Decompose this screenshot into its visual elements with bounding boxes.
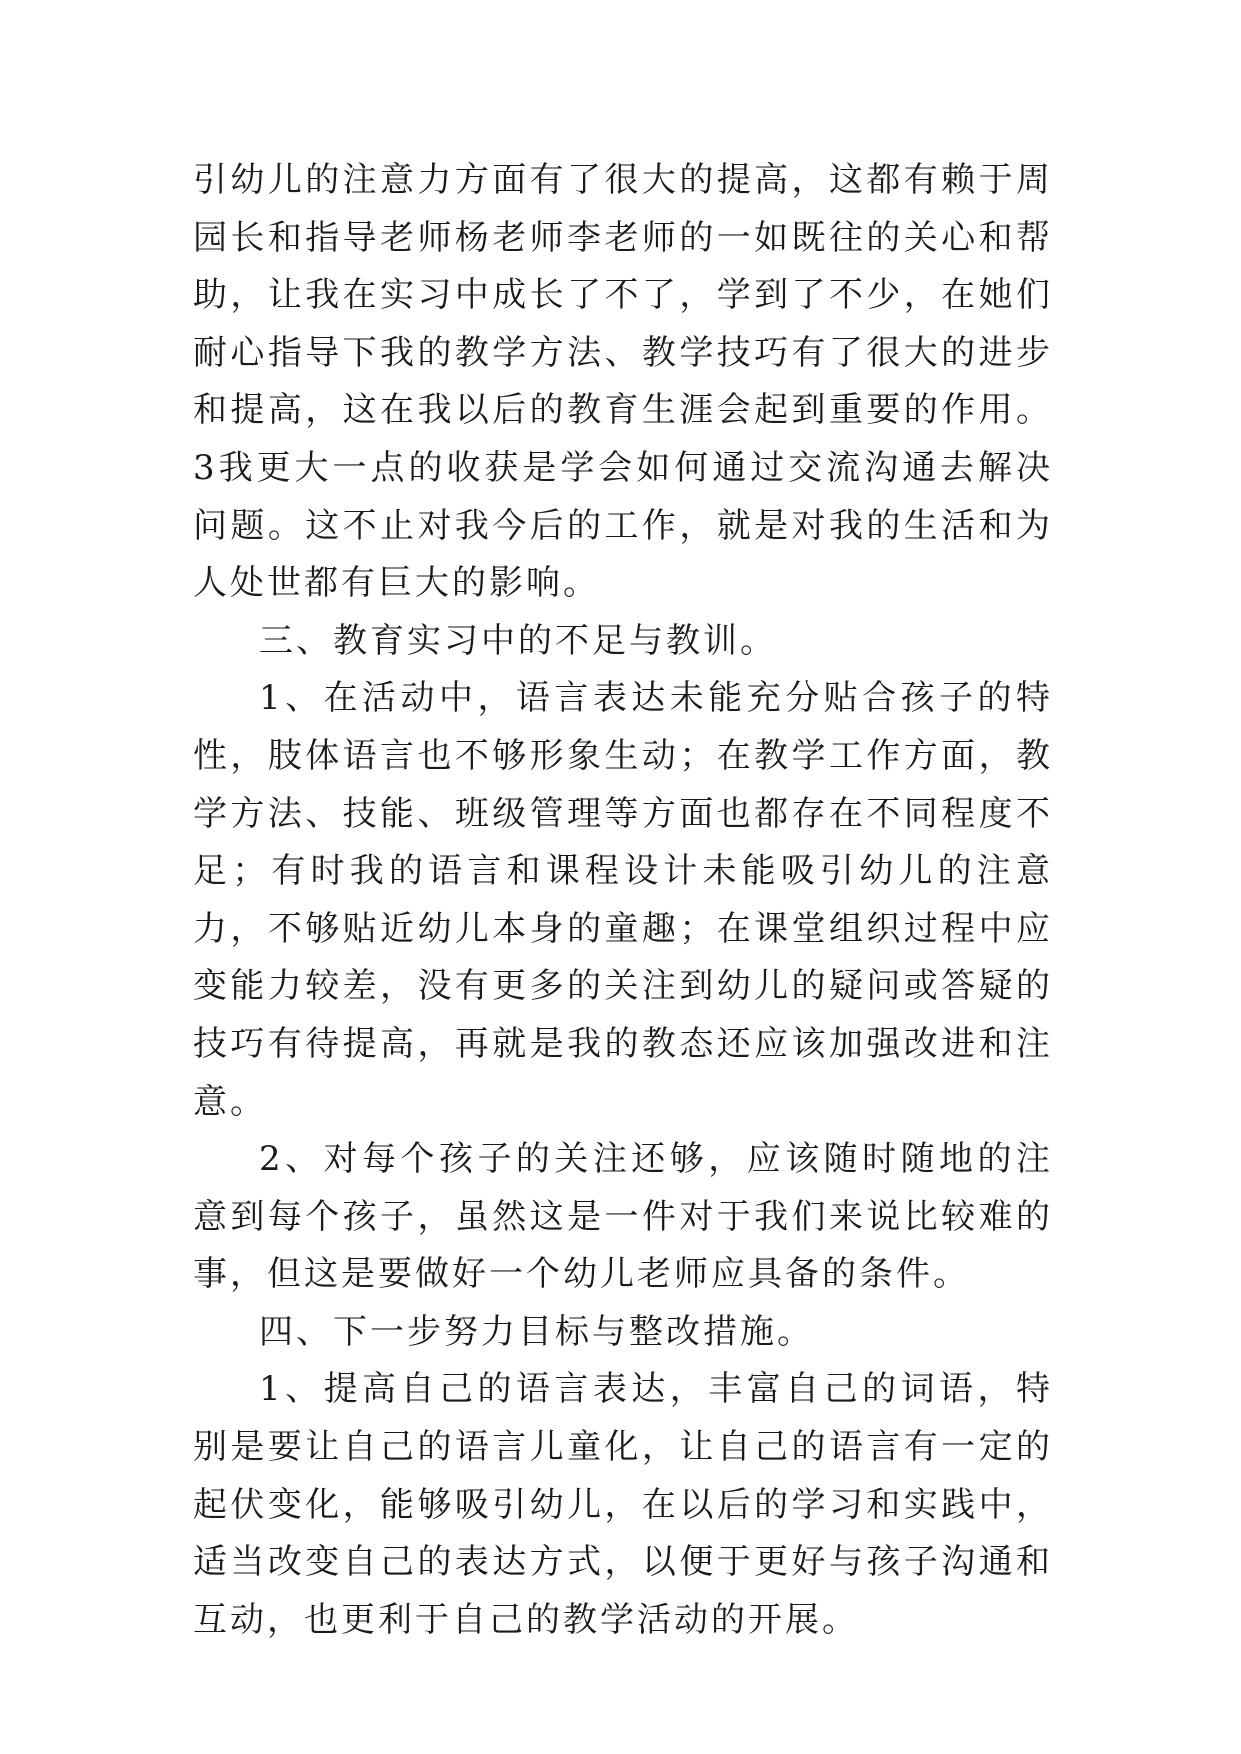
paragraph-shortcoming-1: 1、在活动中，语言表达未能充分贴合孩子的特性，肢体语言也不够形象生动；在教学工作方面，教学方法、技能、班级管理等方面也都存在不同程度不足；有时我的语言和课程设计未能吸引幼儿的注意力，不够贴近幼儿本身的童趣；在课堂组织过程中应变能力较差，没有更多的关注到幼儿的疑问或答疑的技巧有待提高，再就是我的教态还应该加强改进和注意。 [193, 678, 1053, 1122]
paragraph-shortcoming-2: 2、对每个孩子的关注还够，应该随时随地的注意到每个孩子，虽然这是一件对于我们来说比较难的事，但这是要做好一个幼儿老师应具备的条件。 [193, 1139, 1053, 1295]
paragraph-next-step-1: 1、提高自己的语言表达，丰富自己的词语，特别是要让自己的语言儿童化，让自己的语言有一定的起伏变化，能够吸引幼儿，在以后的学习和实践中，适当改变自己的表达方式，以便于更好与孩子沟通和互动，也更利于自己的教学活动的开展。 [193, 1369, 1053, 1640]
section-heading-shortcomings: 三、教育实习中的不足与教训。 [259, 620, 777, 661]
paragraph-continuation: 引幼儿的注意力方面有了很大的提高，这都有赖于周园长和指导老师杨老师李老师的一如既往的关心和帮助，让我在实习中成长了不了，学到了不少，在她们耐心指导下我的教学方法、教学技巧有了很大的进步和提高，这在我以后的教育生涯会起到重要的作用。3我更大一点的收获是学会如何通过交流沟通去解决问题。这不止对我今后的工作，就是对我的生活和为人处世都有巨大的影响。 [193, 160, 1053, 604]
document-page [193, 152, 1053, 1649]
section-heading-next-steps: 四、下一步努力目标与整改措施。 [259, 1311, 814, 1352]
